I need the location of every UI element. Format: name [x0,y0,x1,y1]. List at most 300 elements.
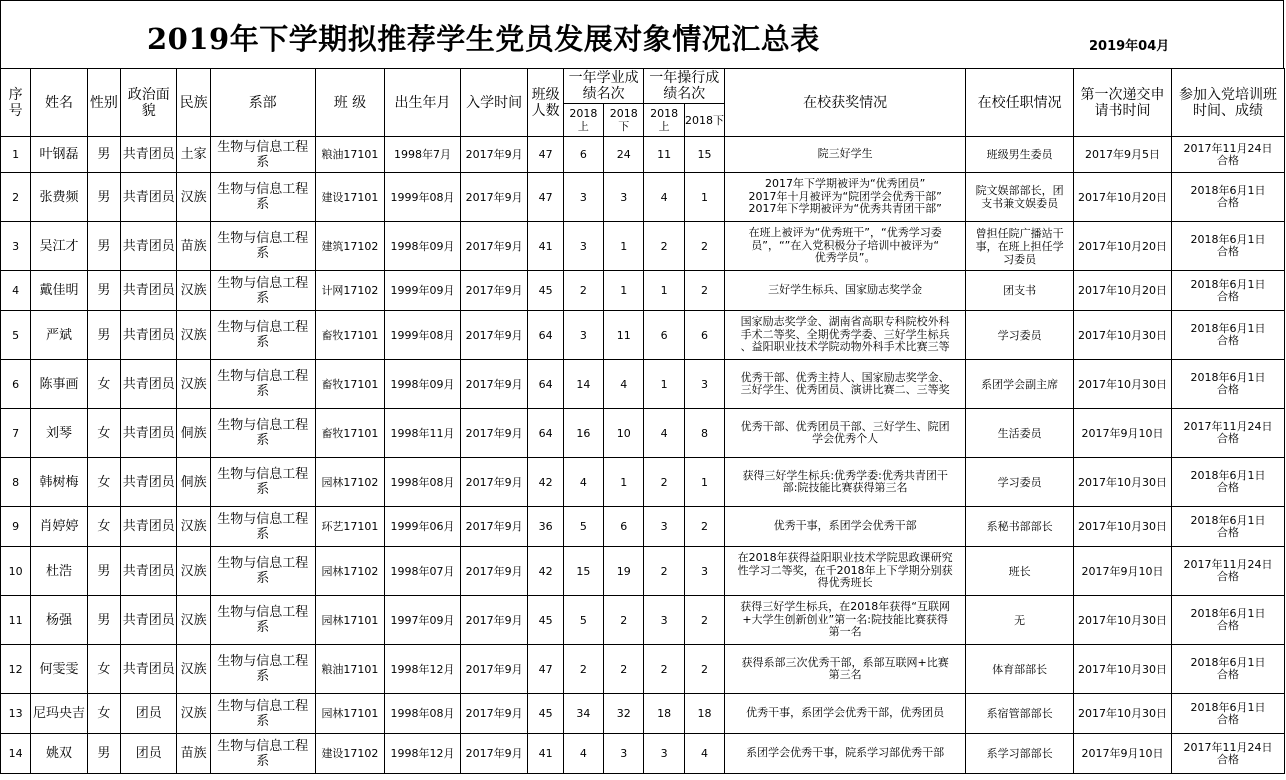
seq-cell[interactable]: 4 [1,271,31,311]
political-cell[interactable]: 团员 [121,694,177,734]
gender-cell[interactable]: 男 [87,173,120,222]
training-line: 合格 [1216,334,1239,347]
birth-cell[interactable]: 1998年09月 [385,360,461,409]
dept-cell[interactable]: 生物与信息工程系 [210,507,315,547]
cond-down-cell[interactable]: 2 [684,271,724,311]
position-cell[interactable] [966,645,1074,694]
first-application-cell[interactable]: 2017年9月10日 [1074,547,1172,596]
awards-cell[interactable] [725,271,966,311]
first-application-cell[interactable]: 2017年10月30日 [1074,311,1172,360]
training-cell[interactable] [1171,311,1284,360]
acad-down-cell[interactable]: 1 [604,271,644,311]
acad-down-cell[interactable]: 2 [604,645,644,694]
name-cell[interactable]: 张费频 [31,173,87,222]
seq-cell[interactable]: 8 [1,458,31,507]
training-cell[interactable] [1171,173,1284,222]
position-cell[interactable] [966,311,1074,360]
training-line: 2018年6月1日 [1190,184,1266,197]
first-application-cell[interactable]: 2017年9月10日 [1074,409,1172,458]
enroll-cell[interactable]: 2017年9月 [460,173,528,222]
dept-cell[interactable]: 生物与信息工程系 [210,311,315,360]
dept-cell[interactable]: 生物与信息工程系 [210,734,315,774]
acad-down-cell[interactable]: 32 [604,694,644,734]
awards-line: 三好学生标兵、国家励志奖学金 [768,283,923,297]
enroll-cell[interactable]: 2017年9月 [460,311,528,360]
political-cell[interactable]: 共青团员 [121,173,177,222]
acad-up-cell[interactable]: 4 [563,734,603,774]
name-cell[interactable]: 何雯雯 [31,645,87,694]
class-size-cell[interactable]: 47 [528,137,563,173]
table-row [1,458,1285,507]
table-body [1,137,1285,774]
birth-cell[interactable]: 1999年08月 [385,311,461,360]
birth-cell[interactable]: 1997年09月 [385,596,461,645]
gender-cell[interactable]: 女 [87,507,120,547]
class-size-cell[interactable]: 42 [528,547,563,596]
class-size-cell[interactable]: 47 [528,645,563,694]
training-line: 合格 [1216,289,1239,303]
name-cell[interactable]: 肖婷婷 [31,507,87,547]
ethnicity-cell[interactable]: 汉族 [177,507,210,547]
seq-cell[interactable]: 6 [1,360,31,409]
training-cell[interactable] [1171,694,1284,734]
awards-cell[interactable] [725,173,966,222]
awards-line: 第一名 [828,625,862,639]
class-size-cell[interactable]: 41 [528,222,563,271]
seq-cell[interactable]: 7 [1,409,31,458]
birth-cell[interactable]: 1998年07月 [385,547,461,596]
awards-line: 学会优秀个人 [812,432,879,445]
awards-cell[interactable] [725,547,966,596]
acad-down-cell[interactable]: 3 [604,173,644,222]
header-acad-2018-up: 2018 上 [563,104,603,137]
acad-down-cell[interactable]: 1 [604,222,644,271]
dept-cell[interactable]: 生物与信息工程系 [210,271,315,311]
acad-up-cell[interactable]: 5 [563,596,603,645]
cond-up-cell[interactable]: 6 [644,311,684,360]
training-line: 合格 [1216,525,1239,539]
cond-up-cell[interactable]: 1 [644,360,684,409]
ethnicity-cell[interactable]: 土家 [177,137,210,173]
awards-cell[interactable] [725,694,966,734]
enroll-cell[interactable]: 2017年9月 [460,645,528,694]
class-cell[interactable]: 计网17102 [315,271,385,311]
class-size-cell[interactable]: 45 [528,271,563,311]
political-cell[interactable]: 共青团员 [121,547,177,596]
seq-cell[interactable]: 2 [1,173,31,222]
acad-up-cell[interactable]: 6 [563,137,603,173]
name-cell[interactable]: 姚双 [31,734,87,774]
birth-cell[interactable]: 1998年09月 [385,222,461,271]
cond-down-cell[interactable]: 6 [684,311,724,360]
awards-cell[interactable] [725,360,966,409]
class-size-cell[interactable]: 42 [528,458,563,507]
cond-up-cell[interactable]: 2 [644,458,684,507]
acad-up-cell[interactable]: 5 [563,507,603,547]
cond-up-cell[interactable]: 1 [644,271,684,311]
training-line: 合格 [1216,570,1239,583]
table-row [1,694,1285,734]
cond-up-cell[interactable]: 4 [644,173,684,222]
acad-down-cell[interactable]: 3 [604,734,644,774]
awards-line: 院三好学生 [817,147,873,161]
seq-cell[interactable]: 13 [1,694,31,734]
political-cell[interactable]: 共青团员 [121,458,177,507]
enroll-cell[interactable]: 2017年9月 [460,734,528,774]
awards-cell[interactable] [725,645,966,694]
awards-cell[interactable] [725,409,966,458]
position-cell[interactable] [966,596,1074,645]
ethnicity-cell[interactable]: 苗族 [177,222,210,271]
acad-up-cell[interactable]: 15 [563,547,603,596]
ethnicity-cell[interactable]: 汉族 [177,694,210,734]
cond-up-cell[interactable]: 2 [644,645,684,694]
seq-cell[interactable]: 3 [1,222,31,271]
political-cell[interactable]: 共青团员 [121,222,177,271]
table-row [1,360,1285,409]
cond-down-cell[interactable]: 2 [684,507,724,547]
ethnicity-cell[interactable]: 侗族 [177,458,210,507]
cond-up-cell[interactable]: 3 [644,596,684,645]
position-cell[interactable] [966,222,1074,271]
class-cell[interactable]: 建设17101 [315,173,385,222]
enroll-cell[interactable]: 2017年9月 [460,137,528,173]
training-line: 合格 [1216,752,1239,766]
cond-down-cell[interactable]: 2 [684,645,724,694]
cond-down-cell[interactable]: 15 [684,137,724,173]
training-cell[interactable] [1171,596,1284,645]
awards-cell[interactable] [725,311,966,360]
dept-cell[interactable]: 生物与信息工程系 [210,360,315,409]
cond-down-cell[interactable]: 1 [684,173,724,222]
name-cell[interactable]: 韩树梅 [31,458,87,507]
class-size-cell[interactable]: 45 [528,596,563,645]
birth-cell[interactable]: 1998年11月 [385,409,461,458]
birth-cell[interactable]: 1998年12月 [385,734,461,774]
position-cell[interactable] [966,694,1074,734]
acad-up-cell[interactable]: 3 [563,311,603,360]
political-cell[interactable]: 共青团员 [121,271,177,311]
awards-line: +大学生创新创业”第一名:院技能比赛获得 [742,612,948,626]
training-line: 合格 [1216,196,1239,209]
cond-up-cell[interactable]: 11 [644,137,684,173]
position-line: 系学习部部长 [986,747,1053,760]
training-cell[interactable] [1171,222,1284,271]
position-cell[interactable] [966,507,1074,547]
seq-cell[interactable]: 9 [1,507,31,547]
header-name: 姓名 [31,69,87,137]
political-cell[interactable]: 共青团员 [121,360,177,409]
position-cell[interactable] [966,458,1074,507]
awards-line: 优秀干事，系团学会优秀干部 [773,519,917,533]
table-row [1,271,1285,311]
dept-cell[interactable]: 生物与信息工程系 [210,694,315,734]
class-cell[interactable]: 园林17102 [315,458,385,507]
training-cell[interactable] [1171,734,1284,774]
cond-up-cell[interactable]: 18 [644,694,684,734]
name-cell[interactable]: 陈事画 [31,360,87,409]
acad-up-cell[interactable]: 3 [563,222,603,271]
birth-cell[interactable]: 1998年12月 [385,645,461,694]
enroll-cell[interactable]: 2017年9月 [460,409,528,458]
training-cell[interactable] [1171,547,1284,596]
dept-cell[interactable]: 生物与信息工程系 [210,409,315,458]
position-line: 曾担任院广播站干 [975,226,1064,240]
name-cell[interactable]: 尼玛央吉 [31,694,87,734]
gender-cell[interactable]: 女 [87,694,120,734]
acad-down-cell[interactable]: 11 [604,311,644,360]
cond-up-cell[interactable]: 2 [644,547,684,596]
class-cell[interactable]: 环艺17101 [315,507,385,547]
enroll-cell[interactable]: 2017年9月 [460,507,528,547]
first-application-cell[interactable]: 2017年10月30日 [1074,458,1172,507]
training-cell[interactable] [1171,360,1284,409]
training-line: 2017年11月24日 [1183,558,1273,571]
dept-cell[interactable]: 生物与信息工程系 [210,173,315,222]
position-cell[interactable] [966,360,1074,409]
acad-down-cell[interactable]: 19 [604,547,644,596]
name-cell[interactable]: 叶钢磊 [31,137,87,173]
acad-up-cell[interactable]: 34 [563,694,603,734]
class-cell[interactable]: 园林17101 [315,694,385,734]
enroll-cell[interactable]: 2017年9月 [460,360,528,409]
seq-cell[interactable]: 14 [1,734,31,774]
enroll-cell[interactable]: 2017年9月 [460,547,528,596]
gender-cell[interactable]: 女 [87,458,120,507]
name-cell[interactable]: 杜浩 [31,547,87,596]
training-cell[interactable] [1171,458,1284,507]
first-application-cell[interactable]: 2017年10月30日 [1074,596,1172,645]
header-ethnicity: 民族 [177,69,210,137]
first-application-cell[interactable]: 2017年10月30日 [1074,360,1172,409]
class-cell[interactable]: 粮油17101 [315,645,385,694]
political-cell[interactable]: 共青团员 [121,507,177,547]
training-cell[interactable] [1171,645,1284,694]
position-line: 班级男生委员 [986,148,1053,161]
acad-up-cell[interactable]: 14 [563,360,603,409]
first-application-cell[interactable]: 2017年10月30日 [1074,507,1172,547]
acad-down-cell[interactable]: 1 [604,458,644,507]
enroll-cell[interactable]: 2017年9月 [460,458,528,507]
acad-up-cell[interactable]: 2 [563,645,603,694]
birth-cell[interactable]: 1999年09月 [385,271,461,311]
enroll-cell[interactable]: 2017年9月 [460,271,528,311]
awards-cell[interactable] [725,458,966,507]
name-cell[interactable]: 刘琴 [31,409,87,458]
political-cell[interactable]: 团员 [121,734,177,774]
position-cell[interactable] [966,547,1074,596]
training-cell[interactable] [1171,271,1284,311]
first-application-cell[interactable]: 2017年10月20日 [1074,173,1172,222]
political-cell[interactable]: 共青团员 [121,645,177,694]
training-line: 2018年6月1日 [1190,700,1266,714]
training-line: 2018年6月1日 [1190,371,1266,384]
first-application-cell[interactable]: 2017年10月30日 [1074,694,1172,734]
enroll-cell[interactable]: 2017年9月 [460,596,528,645]
training-line: 合格 [1216,245,1239,258]
first-application-cell[interactable]: 2017年10月20日 [1074,222,1172,271]
political-cell[interactable]: 共青团员 [121,311,177,360]
acad-up-cell[interactable]: 16 [563,409,603,458]
acad-up-cell[interactable]: 4 [563,458,603,507]
seq-cell[interactable]: 11 [1,596,31,645]
gender-cell[interactable]: 女 [87,645,120,694]
class-cell[interactable]: 园林17101 [315,596,385,645]
seq-cell[interactable]: 1 [1,137,31,173]
birth-cell[interactable]: 1998年08月 [385,694,461,734]
position-cell[interactable] [966,271,1074,311]
training-line: 2018年6月1日 [1190,277,1266,291]
gender-cell[interactable]: 女 [87,360,120,409]
cond-down-cell[interactable]: 3 [684,547,724,596]
gender-cell[interactable]: 男 [87,734,120,774]
awards-line: 优秀干事，系团学会优秀干部，优秀团员 [746,706,945,720]
awards-cell[interactable] [725,507,966,547]
seq-cell[interactable]: 5 [1,311,31,360]
class-cell[interactable]: 畜牧17101 [315,409,385,458]
ethnicity-cell[interactable]: 汉族 [177,360,210,409]
name-cell[interactable]: 严斌 [31,311,87,360]
training-line: 2017年11月24日 [1183,141,1273,155]
header-acad-2018-down: 2018 下 [604,104,644,137]
acad-down-cell[interactable]: 4 [604,360,644,409]
header-dept: 系部 [210,69,315,137]
seq-cell[interactable]: 10 [1,547,31,596]
gender-cell[interactable]: 男 [87,547,120,596]
class-size-cell[interactable]: 64 [528,311,563,360]
class-cell[interactable]: 畜牧17101 [315,360,385,409]
table-header [1,69,1285,137]
gender-cell[interactable]: 男 [87,596,120,645]
seq-cell[interactable]: 12 [1,645,31,694]
position-cell[interactable] [966,409,1074,458]
gender-cell[interactable]: 男 [87,222,120,271]
ethnicity-cell[interactable]: 侗族 [177,409,210,458]
training-cell[interactable] [1171,507,1284,547]
ethnicity-cell[interactable]: 汉族 [177,173,210,222]
acad-down-cell[interactable]: 10 [604,409,644,458]
first-application-cell[interactable]: 2017年10月20日 [1074,271,1172,311]
political-cell[interactable]: 共青团员 [121,596,177,645]
awards-cell[interactable] [725,222,966,271]
cond-down-cell[interactable]: 8 [684,409,724,458]
position-line: 习委员 [1003,252,1037,266]
cond-down-cell[interactable]: 3 [684,360,724,409]
acad-down-cell[interactable]: 24 [604,137,644,173]
class-size-cell[interactable]: 47 [528,173,563,222]
acad-down-cell[interactable]: 2 [604,596,644,645]
dept-cell[interactable]: 生物与信息工程系 [210,645,315,694]
training-line: 2018年6月1日 [1190,607,1266,620]
first-application-cell[interactable]: 2017年9月5日 [1074,137,1172,173]
first-application-cell[interactable]: 2017年10月30日 [1074,645,1172,694]
ethnicity-cell[interactable]: 汉族 [177,596,210,645]
training-cell[interactable] [1171,409,1284,458]
acad-up-cell[interactable]: 2 [563,271,603,311]
class-cell[interactable]: 建筑17102 [315,222,385,271]
class-cell[interactable]: 粮油17101 [315,137,385,173]
acad-up-cell[interactable]: 3 [563,173,603,222]
class-size-cell[interactable]: 36 [528,507,563,547]
header-academic-group: 一年学业成 绩名次 [563,69,644,104]
awards-line: 优秀干部、优秀主持人、国家励志奖学金、 [740,370,950,384]
gender-cell[interactable]: 男 [87,311,120,360]
ethnicity-cell[interactable]: 苗族 [177,734,210,774]
cond-up-cell[interactable]: 3 [644,734,684,774]
first-application-cell[interactable]: 2017年9月10日 [1074,734,1172,774]
birth-cell[interactable]: 1999年08月 [385,173,461,222]
political-cell[interactable]: 共青团员 [121,137,177,173]
acad-down-cell[interactable]: 6 [604,507,644,547]
birth-cell[interactable]: 1999年06月 [385,507,461,547]
class-cell[interactable]: 畜牧17101 [315,311,385,360]
birth-cell[interactable]: 1998年08月 [385,458,461,507]
cond-down-cell[interactable]: 2 [684,222,724,271]
cond-down-cell[interactable]: 2 [684,596,724,645]
dept-cell[interactable]: 生物与信息工程系 [210,458,315,507]
dept-cell[interactable]: 生物与信息工程系 [210,222,315,271]
awards-line: 获得系部三次优秀干部，系部互联网+比赛 [741,655,949,669]
enroll-cell[interactable]: 2017年9月 [460,694,528,734]
awards-cell[interactable] [725,596,966,645]
position-cell[interactable] [966,734,1074,774]
dept-cell[interactable]: 生物与信息工程系 [210,137,315,173]
dept-cell[interactable]: 生物与信息工程系 [210,596,315,645]
position-cell[interactable] [966,173,1074,222]
class-size-cell[interactable]: 41 [528,734,563,774]
awards-line: 在2018年获得益阳职业技术学院思政课研究 [737,551,953,565]
gender-cell[interactable]: 男 [87,137,120,173]
cond-down-cell[interactable]: 4 [684,734,724,774]
awards-line: 、益阳职业技术学院动物外科手术比赛三等 [740,340,950,354]
class-cell[interactable]: 园林17102 [315,547,385,596]
class-size-cell[interactable]: 64 [528,360,563,409]
ethnicity-cell[interactable]: 汉族 [177,271,210,311]
ethnicity-cell[interactable]: 汉族 [177,547,210,596]
awards-cell[interactable] [725,137,966,173]
header-awards: 在校获奖情况 [725,69,966,137]
name-cell[interactable]: 杨强 [31,596,87,645]
birth-cell[interactable]: 1998年7月 [385,137,461,173]
training-cell[interactable] [1171,137,1284,173]
class-size-cell[interactable]: 64 [528,409,563,458]
gender-cell[interactable]: 男 [87,271,120,311]
cond-up-cell[interactable]: 2 [644,222,684,271]
position-line: 系团学会副主席 [981,377,1059,391]
awards-line: 三好学生、优秀团员、演讲比赛二、三等奖 [740,383,950,396]
position-cell[interactable] [966,137,1074,173]
ethnicity-cell[interactable]: 汉族 [177,311,210,360]
cond-up-cell[interactable]: 3 [644,507,684,547]
dept-cell[interactable]: 生物与信息工程系 [210,547,315,596]
gender-cell[interactable]: 女 [87,409,120,458]
class-cell[interactable]: 建设17102 [315,734,385,774]
header-birth: 出生年月 [385,69,461,137]
training-line: 合格 [1216,712,1239,726]
awards-cell[interactable] [725,734,966,774]
name-cell[interactable]: 吴江才 [31,222,87,271]
cond-up-cell[interactable]: 4 [644,409,684,458]
cond-down-cell[interactable]: 1 [684,458,724,507]
enroll-cell[interactable]: 2017年9月 [460,222,528,271]
table-row [1,645,1285,694]
position-line: 体育部部长 [992,662,1048,676]
political-cell[interactable]: 共青团员 [121,409,177,458]
name-cell[interactable]: 戴佳明 [31,271,87,311]
class-size-cell[interactable]: 45 [528,694,563,734]
ethnicity-cell[interactable]: 汉族 [177,645,210,694]
cond-down-cell[interactable]: 18 [684,694,724,734]
